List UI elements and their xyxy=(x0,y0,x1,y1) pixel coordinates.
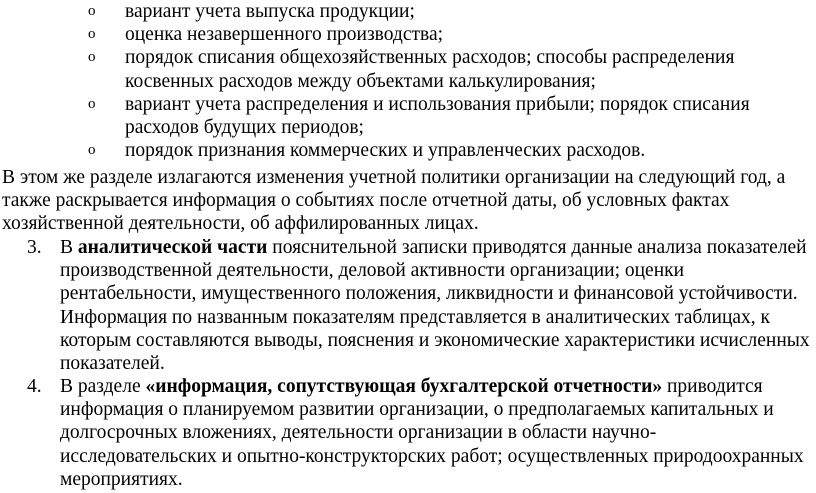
item-number: 4. xyxy=(27,376,42,397)
list-item xyxy=(0,0,785,23)
item-bold-text: «информация, сопутствующая бухгалтерской отчетности» xyxy=(145,376,663,397)
bullet-text: порядок списания общехозяйственных расходов; способы распределения косвенных расходов между объектами калькулирования; xyxy=(125,47,735,92)
bullet-marker: o xyxy=(88,26,96,43)
item-text: приводится информация о планируемом развитии организации, о предполагаемых капитальных и долгосрочных вложениях, деятельности организации в области научно-исследовательских и опытно-конструкторских работ; осуществленных природоохранных мероприятиях. xyxy=(60,376,804,490)
item-prefix: В разделе xyxy=(60,376,146,397)
list-item xyxy=(0,139,785,162)
policy-bullet-list xyxy=(0,0,785,162)
item-text: пояснительной записки приводятся данные анализа показателей производственной деятельности, деловой активности организации; оценки рентабельности, имущественного положения, ликвидности и финансовой устойчивости. Информация по названным показателям представляется в аналитических таблицах, к которым составляются выводы, пояснения и экономические характеристики исчисленных показателей. xyxy=(60,237,810,375)
list-item xyxy=(0,23,785,46)
body-paragraph: В этом же разделе излагаются изменения учетной политики организации на следующий год, а также раскрывается информация о событиях после отчетной даты, об условных фактах хозяйственной деятельности, об аффилированных лицах. xyxy=(2,167,786,235)
item-number: 3. xyxy=(27,237,42,258)
item-bold-text: аналитической части xyxy=(77,237,268,258)
item-prefix: В xyxy=(60,237,78,258)
list-item xyxy=(0,46,785,92)
bullet-marker: o xyxy=(88,49,96,66)
bullet-text: вариант учета распределения и использования прибыли; порядок списания расходов будущих периодов; xyxy=(125,93,750,139)
numbered-item-3 xyxy=(0,236,810,375)
bullet-marker: o xyxy=(88,95,96,112)
list-item xyxy=(0,93,785,139)
bullet-text: оценка незавершенного производства; xyxy=(125,24,444,46)
bullet-text: порядок признания коммерческих и управленческих расходов. xyxy=(125,140,646,162)
bullet-text: вариант учета выпуска продукции; xyxy=(125,1,415,22)
numbered-item-4 xyxy=(0,375,810,491)
bullet-marker: o xyxy=(88,3,96,19)
bullet-marker: o xyxy=(88,142,96,159)
